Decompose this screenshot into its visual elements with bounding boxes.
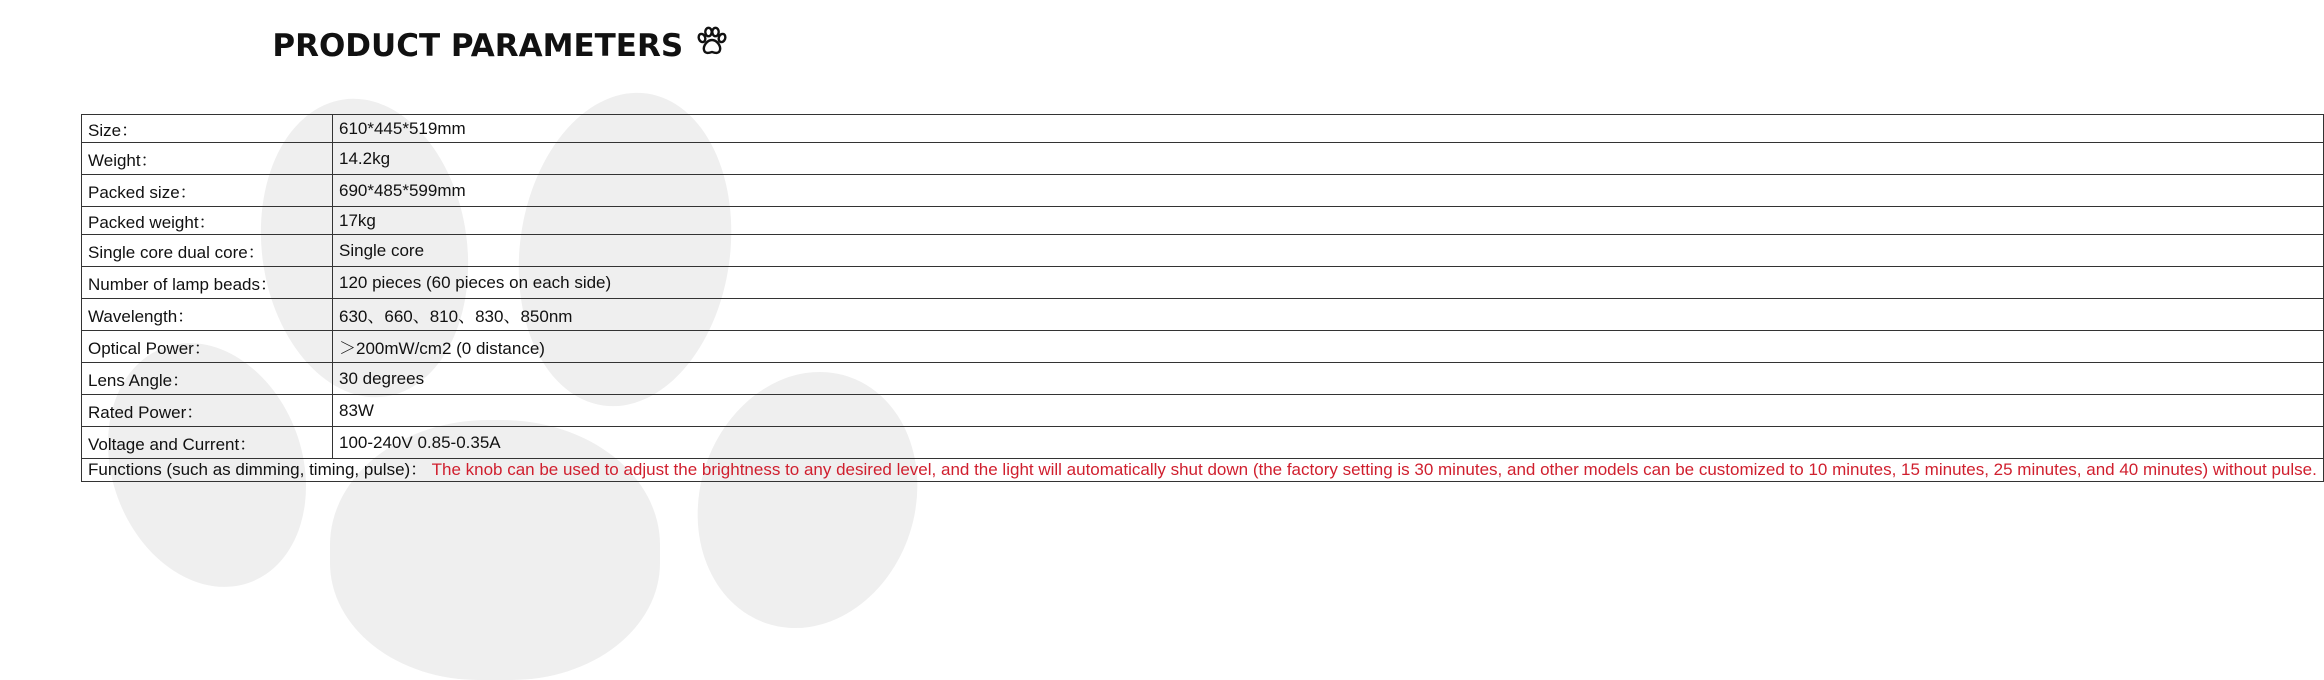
param-value: 100-240V 0.85-0.35A <box>333 427 2324 459</box>
table-row <box>82 427 2324 459</box>
param-value: 30 degrees <box>333 363 2324 395</box>
table-row <box>82 143 2324 175</box>
param-value: 83W <box>333 395 2324 427</box>
table-row <box>82 175 2324 207</box>
param-label: Lens Angle： <box>82 363 333 395</box>
page-title: PRODUCT PARAMETERS <box>272 28 684 64</box>
param-value: Single core <box>333 235 2324 267</box>
param-label: Single core dual core： <box>82 235 333 267</box>
functions-cell <box>82 459 2324 482</box>
param-value: 610*445*519mm <box>333 115 2324 143</box>
table-row <box>82 235 2324 267</box>
functions-label: Functions (such as dimming, timing, pulse)： <box>88 460 428 479</box>
table-row <box>82 115 2324 143</box>
table-row <box>82 299 2324 331</box>
table-row <box>82 363 2324 395</box>
param-value: 120 pieces (60 pieces on each side) <box>333 267 2324 299</box>
param-label: Voltage and Current： <box>82 427 333 459</box>
param-value: 690*485*599mm <box>333 175 2324 207</box>
param-label: Wavelength： <box>82 299 333 331</box>
param-label: Weight： <box>82 143 333 175</box>
functions-row <box>82 459 2324 482</box>
title-bar <box>0 28 1000 64</box>
param-label: Size： <box>82 115 333 143</box>
param-label: Packed size： <box>82 175 333 207</box>
table-row <box>82 395 2324 427</box>
param-value: 17kg <box>333 207 2324 235</box>
functions-description: The knob can be used to adjust the brightness to any desired level, and the light will automatically shut down (the factory setting is 30 minutes, and other models can be customized to 10 minutes, 15 minutes, 25 minutes, and 40 minutes) without pulse. <box>431 460 2317 479</box>
param-value: 630、660、810、830、850nm <box>333 299 2324 331</box>
param-value: ＞200mW/cm2 (0 distance) <box>333 331 2324 363</box>
paw-icon <box>696 27 728 62</box>
parameters-table <box>81 114 2324 482</box>
param-label: Optical Power： <box>82 331 333 363</box>
table-row <box>82 267 2324 299</box>
param-label: Packed weight： <box>82 207 333 235</box>
table-row <box>82 207 2324 235</box>
param-value: 14.2kg <box>333 143 2324 175</box>
param-label: Number of lamp beads： <box>82 267 333 299</box>
param-label: Rated Power： <box>82 395 333 427</box>
table-row <box>82 331 2324 363</box>
